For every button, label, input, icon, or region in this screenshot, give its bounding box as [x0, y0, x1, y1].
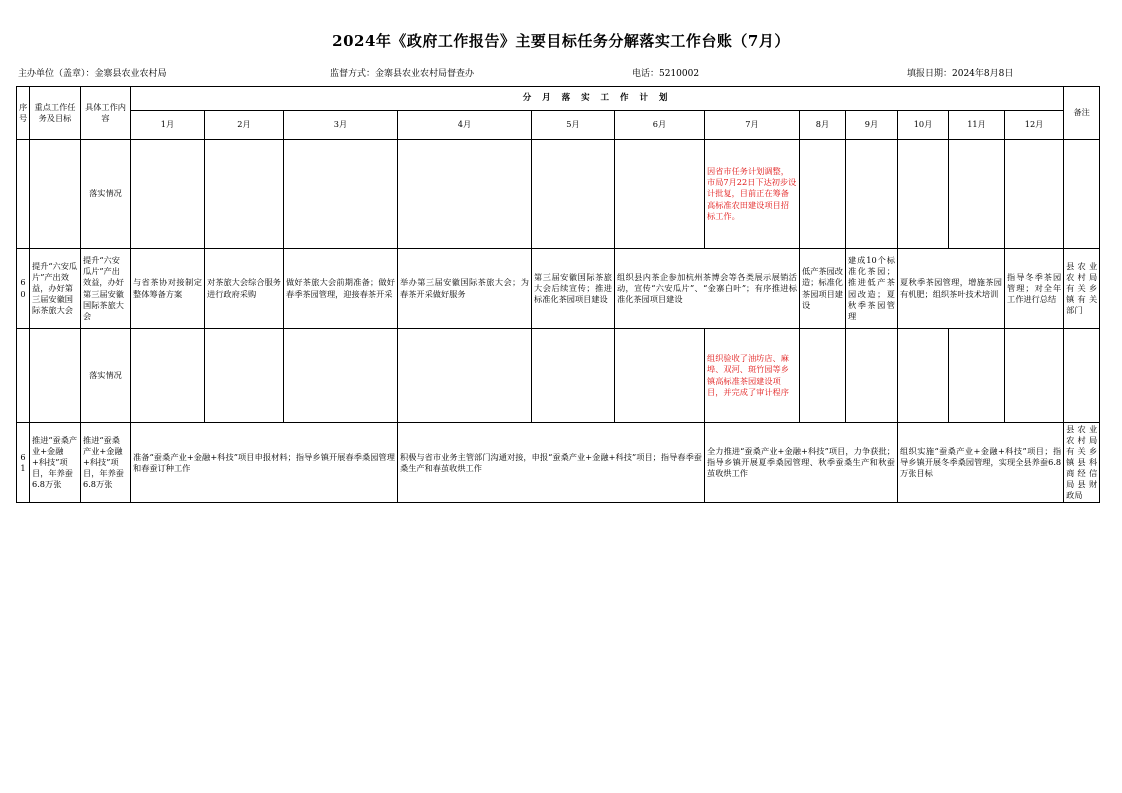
row-remark: 县农业农村局有关乡镇有关部门 [1064, 249, 1100, 329]
plan-may: 第三届安徽国际茶旅大会后续宣传；推进标准化茶园项目建设 [532, 249, 615, 329]
header-row-1 [17, 87, 1100, 111]
implementation-july: 组织验收了油坊店、麻埠、双河、斑竹园等乡镇高标准茶园建设项目，并完成了审计程序 [705, 329, 800, 423]
header-row-months [17, 111, 1100, 140]
month-header: 9月 [846, 111, 898, 140]
row-remark: 县农业农村局有关乡镇县科商经信局县财政局 [1064, 423, 1100, 503]
plan-apr: 举办第三届安徽国际茶旅大会；为春茶开采做好服务 [398, 249, 532, 329]
row-seq: 61 [17, 423, 30, 503]
implementation-label: 落实情况 [81, 140, 131, 249]
plan-dec: 指导冬季茶园管理；对全年工作进行总结 [1005, 249, 1064, 329]
row-content: 推进“蚕桑产业+金融+科技”项目，年养蚕6.8万张 [81, 423, 131, 503]
plan-jun-jul: 组织县内茶企参加杭州茶博会等各类展示展销活动，宣传“六安瓜片”、“金寨白叶”；有序推进标准化茶园项目建设 [615, 249, 800, 329]
plan-jul-sep: 全力推进“蚕桑产业+金融+科技”项目，力争获批；指导乡镇开展夏季桑园管理、秋季蚕桑生产和秋蚕茧收烘工作 [705, 423, 898, 503]
supervision-method: 监督方式：金寨县农业农村局督查办 [330, 69, 475, 79]
plan-feb: 对茶旅大会综合服务进行政府采购 [205, 249, 284, 329]
header-monthly-plan: 分 月 落 实 工 作 计 划 [131, 87, 1064, 111]
report-date: 填报日期：2024年8月8日 [907, 69, 1014, 79]
table-row [17, 140, 1100, 249]
row-seq: 60 [17, 249, 30, 329]
plan-mar: 做好茶旅大会前期准备；做好春季茶园管理，迎接春茶开采 [284, 249, 398, 329]
plan-oct-nov: 夏秋季茶园管理，增施茶园有机肥；组织茶叶技术培训 [898, 249, 1005, 329]
row-task: 提升“六安瓜片”产出效益，办好第三届安徽国际茶旅大会 [30, 249, 81, 329]
phone-number: 电话：5210002 [632, 69, 700, 79]
month-header: 2月 [205, 111, 284, 140]
table-row [17, 423, 1100, 503]
table-row [17, 329, 1100, 423]
month-header: 12月 [1005, 111, 1064, 140]
month-header: 8月 [800, 111, 846, 140]
row-content: 提升“六安瓜片”产出效益，办好第三届安徽国际茶旅大会 [81, 249, 131, 329]
header-content: 具体工作内容 [81, 87, 131, 140]
month-header: 3月 [284, 111, 398, 140]
plan-aug: 低产茶园改造；标准化茶园项目建设 [800, 249, 846, 329]
plan-jan-mar: 准备“蚕桑产业+金融+科技”项目申报材料；指导乡镇开展春季桑园管理和春蚕订种工作 [131, 423, 398, 503]
plan-apr-jun: 积极与省市业务主管部门沟通对接，申报“蚕桑产业+金融+科技”项目；指导春季蚕桑生产和春茧收烘工作 [398, 423, 705, 503]
task-ledger-table [16, 86, 1100, 503]
implementation-july: 因省市任务计划调整，市局7月22日下达初步设计批复，目前正在筹备高标准农田建设项目招标工作。 [705, 140, 800, 249]
plan-sep: 建成10个标准化茶园；推进低产茶园改造；夏秋季茶园管理 [846, 249, 898, 329]
plan-oct-dec: 组织实施“蚕桑产业+金融+科技”项目；指导乡镇开展冬季桑园管理，实现全县养蚕6.8万张目标 [898, 423, 1064, 503]
plan-jan: 与省茶协对接制定整体筹备方案 [131, 249, 205, 329]
row-task: 推进“蚕桑产业+金融+科技”项目，年养蚕6.8万张 [30, 423, 81, 503]
table-row [17, 249, 1100, 329]
month-header: 5月 [532, 111, 615, 140]
month-header: 6月 [615, 111, 705, 140]
header-seq: 序号 [17, 87, 30, 140]
month-header: 1月 [131, 111, 205, 140]
month-header: 4月 [398, 111, 532, 140]
report-title: 2024年《政府工作报告》主要目标任务分解落实工作台账（7月） [332, 32, 790, 50]
month-header: 11月 [949, 111, 1005, 140]
month-header: 10月 [898, 111, 949, 140]
implementation-label: 落实情况 [81, 329, 131, 423]
header-remark: 备注 [1064, 87, 1100, 140]
month-header: 7月 [705, 111, 800, 140]
host-unit: 主办单位（盖章）：金寨县农业农村局 [18, 69, 167, 79]
header-task: 重点工作任务及目标 [30, 87, 81, 140]
